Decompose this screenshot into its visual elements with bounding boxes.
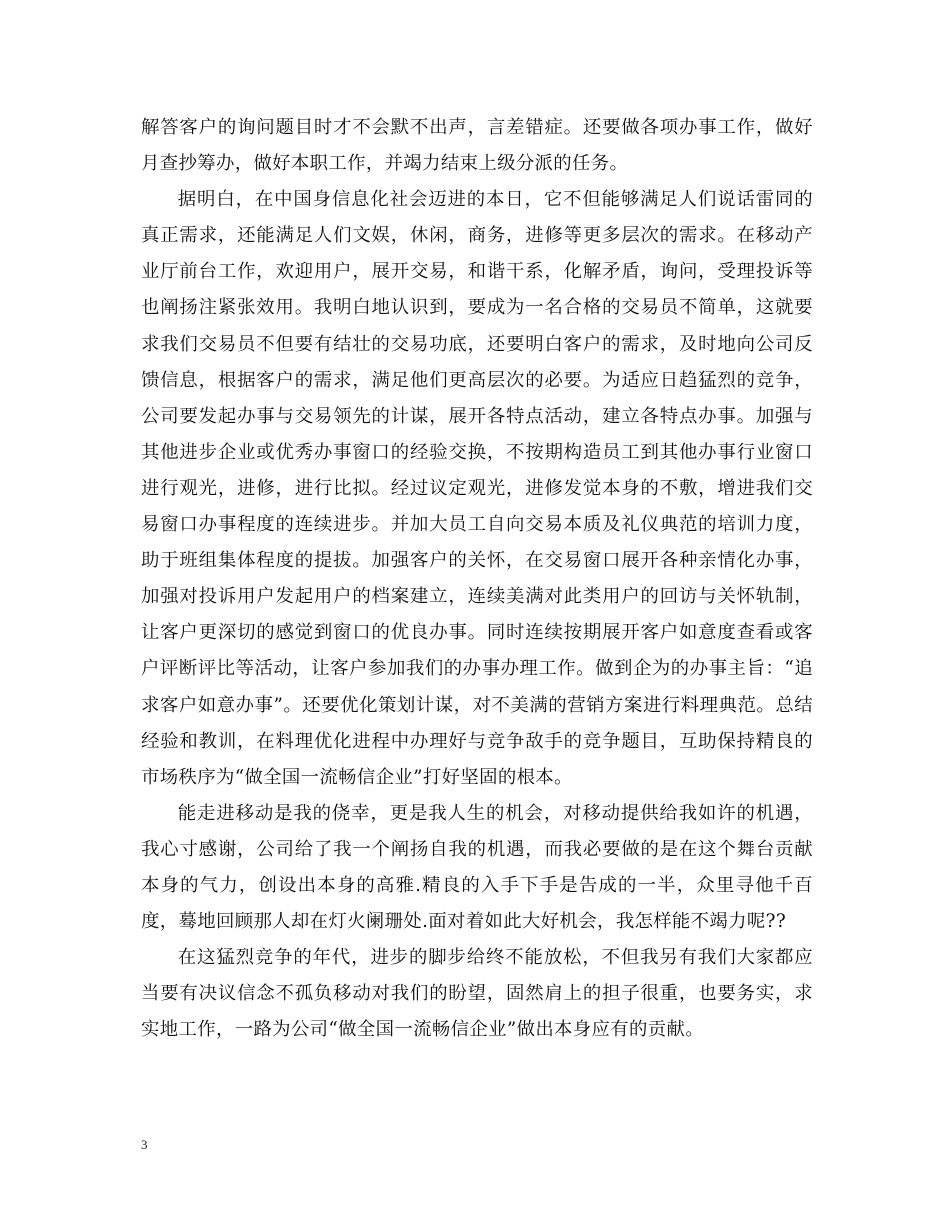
page-number: 3 [141,1137,148,1152]
document-body [141,110,813,1048]
paragraph-3: 能走进移动是我的侥幸，更是我人生的机会，对移动提供给我如许的机遇，我心寸感谢，公司给了我一个阐扬自我的机遇，而我必要做的是在这个舞台贡献本身的气力，创设出本身的高雅.精良的入手下手是告成的一半，众里寻他千百度，蓦地回顾那人却在灯火阑珊处.面对着如此大好机会，我怎样能不竭力呢?? [141,802,813,933]
paragraph-4: 在这猛烈竞争的年代，进步的脚步给终不能放松，不但我另有我们大家都应当要有决议信念不孤负移动对我们的盼望，固然肩上的担子很重，也要务实，求实地工作，一路为公司“做全国一流畅信企业”做出本身应有的贡献。 [141,947,813,1041]
paragraph-1: 解答客户的询问题目时才不会默不出声，言差错症。还要做各项办事工作，做好月查抄筹办，做好本职工作，并竭力结束上级分派的任务。 [141,117,813,175]
paragraph-2: 据明白，在中国身信息化社会迈进的本日，它不但能够满足人们说话雷同的真正需求，还能满足人们文娱，休闲，商务，进修等更多层次的需求。在移动产业厅前台工作，欢迎用户，展开交易，和谐干系，化解矛盾，询问，受理投诉等也阐扬注紧张效用。我明白地认识到，要成为一名合格的交易员不简单，这就要求我们交易员不但要有结壮的交易功底，还要明白客户的需求，及时地向公司反馈信息，根据客户的需求，满足他们更高层次的必要。为适应日趋猛烈的竞争，公司要发起办事与交易领先的计谋，展开各特点活动，建立各特点办事。加强与其他进步企业或优秀办事窗口的经验交换，不按期构造员工到其他办事行业窗口进行观光，进修，进行比拟。经过议定观光，进修发觉本身的不敷，增进我们交易窗口办事程度的连续进步。并加大员工自向交易本质及礼仪典范的培训力度，助于班组集体程度的提拔。加强客户的关怀，在交易窗口展开各种亲情化办事，加强对投诉用户发起用户的档案建立，连续美满对此类用户的回访与关怀轨制，让客户更深切的感觉到窗口的优良办事。同时连续按期展开客户如意度查看或客户评断评比等活动，让客户参加我们的办事办理工作。做到企为的办事主旨：“追求客户如意办事”。还要优化策划计谋，对不美满的营销方案进行料理典范。总结经验和教训，在料理优化进程中办理好与竞争敌手的竞争题目，互助保持精良的市场秩序为“做全国一流畅信企业”打好坚固的根本。 [141,189,813,788]
